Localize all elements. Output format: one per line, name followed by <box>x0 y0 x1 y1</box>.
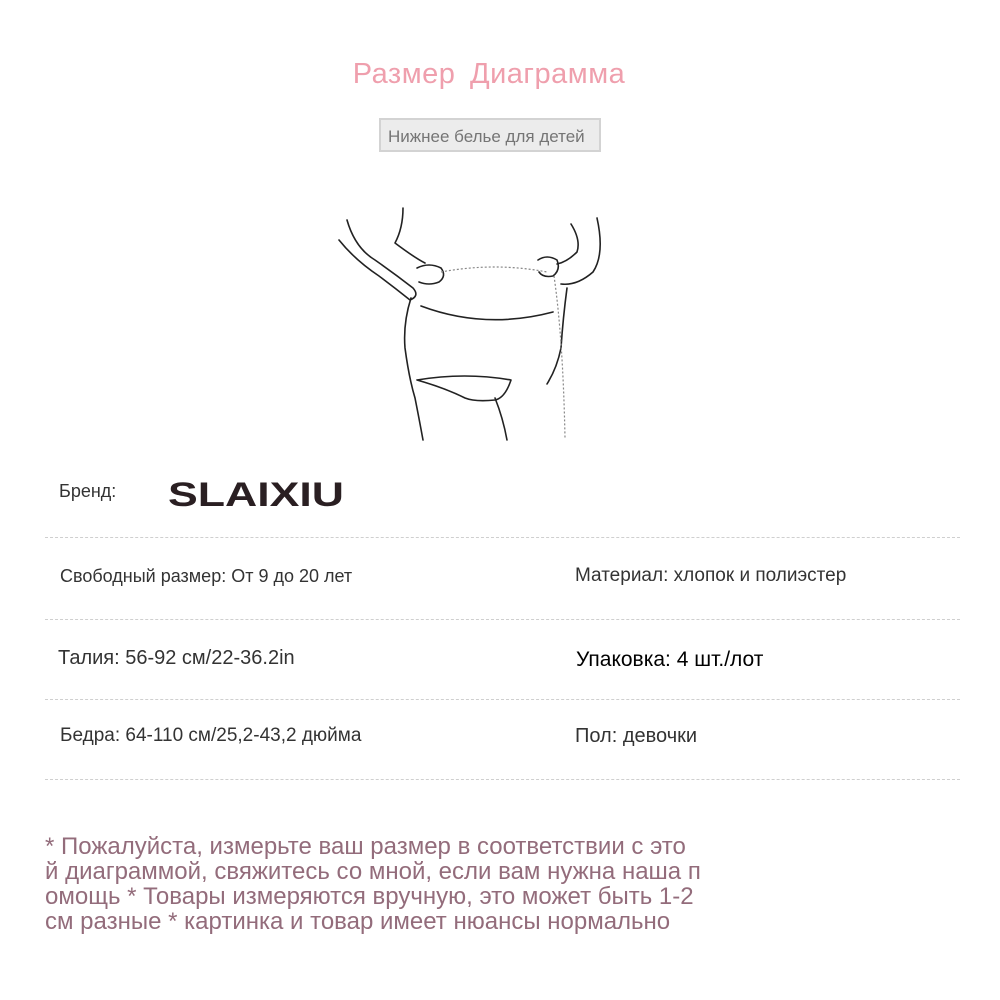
divider <box>45 537 960 538</box>
note-line: см разные * картинка и товар имеет нюансы нормально <box>45 908 671 935</box>
brand-label: Бренд: <box>59 481 117 501</box>
note-line: омощь * Товары измеряются вручную, это может быть 1-2 <box>45 883 694 910</box>
measurement-note <box>45 834 745 934</box>
divider <box>45 619 960 620</box>
brand-logo <box>168 477 344 511</box>
svg-text:SLAIXIU: SLAIXIU <box>168 477 344 511</box>
note-line: й диаграммой, свяжитесь со мной, если вам нужна наша п <box>45 858 701 885</box>
divider <box>45 699 960 700</box>
note-line: * Пожалуйста, измерьте ваш размер в соответствии с это <box>45 833 686 860</box>
spec-material: Материал: хлопок и полиэстер <box>575 565 847 586</box>
spec-hips: Бедра: 64-110 см/25,2-43,2 дюйма <box>60 725 362 746</box>
subtitle-box <box>379 118 601 152</box>
spec-waist: Талия: 56-92 см/22-36.2in <box>58 647 295 669</box>
spec-gender: Пол: девочки <box>575 725 698 747</box>
spec-size: Свободный размер: От 9 до 20 лет <box>60 566 353 586</box>
divider <box>45 779 960 780</box>
page-title: Размер Диаграмма <box>352 58 626 90</box>
spec-package: Упаковка: 4 шт./лот <box>576 648 764 671</box>
subtitle-text: Нижнее белье для детей <box>388 127 585 146</box>
waist-measurement-illustration <box>325 188 630 443</box>
